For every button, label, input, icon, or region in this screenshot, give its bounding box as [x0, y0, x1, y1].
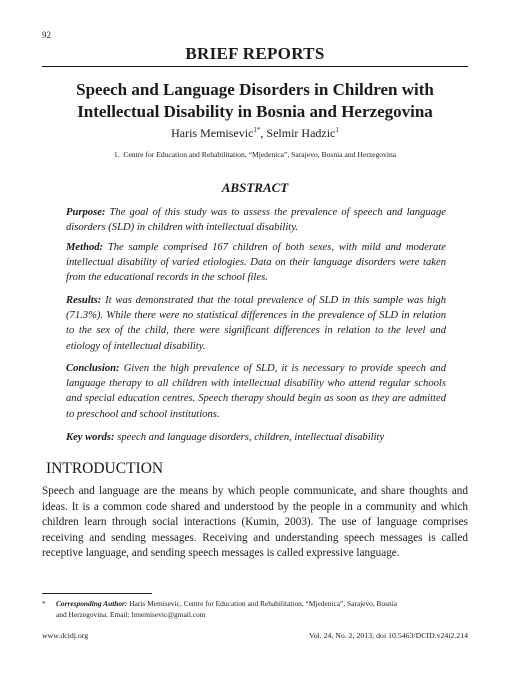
method-text: The sample comprised 167 children of both sexes, with mild and moderate intellectual disability of varied etiologies. Data on their language disorders were taken from the educational records in the school files.: [66, 242, 446, 284]
keywords-text: speech and language disorders, children, intellectual disability: [114, 432, 385, 443]
abstract-purpose: [66, 205, 446, 235]
abstract-results: [66, 293, 446, 354]
page-number: 92: [42, 30, 51, 40]
footnote-text: Haris Memisevic, Centre for Education and Rehabilitation, “Mjedenica”, Sarajevo, Bosnia: [127, 599, 398, 608]
title-line-2: Intellectual Disability in Bosnia and Herzegovina: [77, 102, 433, 121]
footer-website: www.dcidj.org: [42, 631, 89, 640]
introduction-paragraph: Speech and language are the means by which people communicate, and share thoughts and ideas. It is a common code shared and understood by the people in a community and which children learn through social interactions (Kumin, 2003). The use of language comprises receiving and sending messages. Receiving and understanding speech messages is called receptive language, and sending speech messages is called expressive language.: [42, 485, 468, 560]
affiliation: [42, 150, 468, 159]
author-name: Haris Memisevic: [171, 126, 254, 140]
conclusion-label: Conclusion:: [66, 363, 120, 374]
purpose-label: Purpose:: [66, 207, 106, 218]
conclusion-text: Given the high prevalence of SLD, it is necessary to provide speech and language therapy to all children with intellectual disability who attend regular schools and special education centres. Speech therapy should begin as soon as they are admitted to preschool and school institutions.: [66, 363, 446, 420]
footnote-text-continued: and Herzegovina. Email: hmemisevic@gmail.com: [56, 610, 206, 619]
header-rule: [42, 66, 468, 67]
keywords-label: Key words:: [66, 432, 115, 443]
results-label: Results:: [66, 295, 102, 306]
footnote-marker: *: [42, 599, 46, 608]
affiliation-number: 1.: [113, 150, 120, 159]
author-separator: ,: [260, 126, 267, 140]
author-name: Selmir Hadzic: [266, 126, 336, 140]
affiliation-text: Centre for Education and Rehabilitation, “Mjedenica”, Sarajevo, Bosnia and Herzegovina: [123, 150, 397, 159]
footnote-line-1: [42, 598, 468, 609]
footnote-label: Corresponding Author:: [56, 599, 128, 608]
method-label: Method:: [66, 242, 104, 253]
author-list: [42, 126, 468, 141]
corresponding-author-footnote: [42, 598, 468, 620]
author-affiliation-marker: 1: [335, 126, 339, 134]
article-title: [50, 79, 460, 123]
footnote-rule: [42, 593, 152, 594]
footer-citation: Vol. 24, No. 2, 2013; doi 10.5463/DCID.v24i2.214: [308, 631, 468, 640]
title-line-1: Speech and Language Disorders in Children with: [76, 80, 434, 99]
abstract-method: [66, 240, 446, 286]
abstract-keywords: [66, 430, 446, 445]
purpose-text: The goal of this study was to assess the prevalence of speech and language disorders (SLD) in children with intellectual disability.: [66, 207, 446, 234]
author-affiliation-marker: 1*: [253, 126, 261, 134]
introduction-heading: INTRODUCTION: [46, 460, 164, 477]
abstract-heading: ABSTRACT: [221, 180, 289, 195]
abstract-conclusion: [66, 361, 446, 422]
results-text: It was demonstrated that the total prevalence of SLD in this sample was high (71.3%). While there were no statistical differences in the prevalence of SLD in relation to the sex of the child, there were significant differences in relation to the level and etiology of intellectual disability.: [66, 295, 446, 352]
section-header: BRIEF REPORTS: [185, 44, 325, 63]
